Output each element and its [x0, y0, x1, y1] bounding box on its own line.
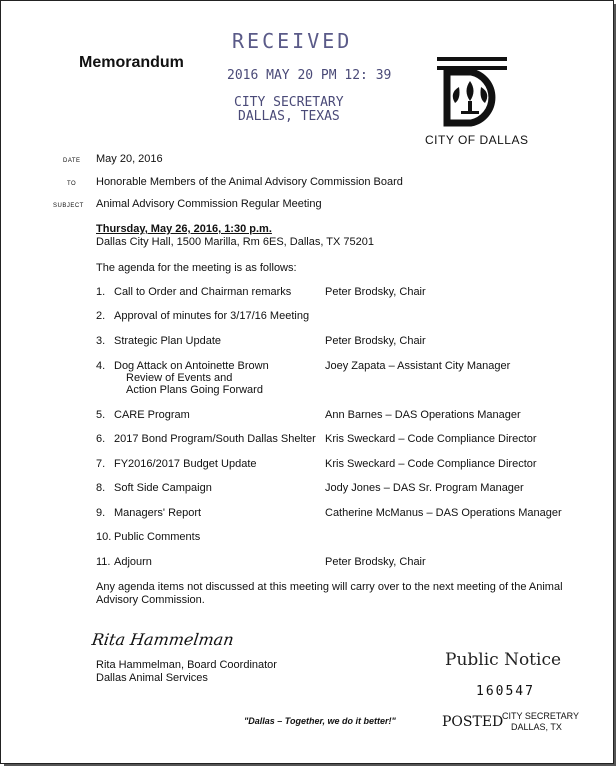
meeting-datetime: Thursday, May 26, 2016, 1:30 p.m. [96, 223, 272, 235]
agenda-item-number: 3. [96, 335, 106, 347]
agenda-item-title: Public Comments [114, 531, 201, 543]
signatory-name: Rita Hammelman, Board Coordinator [96, 659, 277, 671]
closing-note-line: Any agenda items not discussed at this meeting will carry over to the next meeting of the Animal [96, 581, 563, 593]
agenda-item-number: 10. [96, 531, 112, 543]
city-of-dallas-logo [437, 57, 507, 127]
memo-title: Memorandum [79, 54, 184, 71]
agenda-item-title: Approval of minutes for 3/17/16 Meeting [114, 310, 310, 322]
agenda-item-number: 11. [96, 556, 111, 568]
agenda-item-presenter: Joey Zapata – Assistant City Manager [325, 360, 511, 372]
agenda-item-title: Managers' Report [114, 507, 202, 519]
posted-location: DALLAS, TX [511, 722, 562, 732]
agenda-item-subtitle: Action Plans Going Forward [126, 384, 263, 396]
signatory-org: Dallas Animal Services [96, 672, 208, 684]
agenda-item-title: Dog Attack on Antoinette Brown [114, 360, 269, 372]
agenda-item-title: Adjourn [114, 556, 152, 568]
received-stamp-office: CITY SECRETARY [234, 95, 344, 110]
to-value: Honorable Members of the Animal Advisory Commission Board [96, 176, 403, 188]
agenda-item-title: 2017 Bond Program/South Dallas Shelter [114, 433, 316, 445]
agenda-item-number: 2. [96, 310, 106, 322]
agenda-item-title: Soft Side Campaign [114, 482, 212, 494]
notice-number: 160547 [476, 684, 535, 699]
agenda-item-subtitle: Review of Events and [126, 372, 233, 384]
agenda-item-number: 6. [96, 433, 106, 445]
city-of-dallas-label: CITY OF DALLAS [425, 133, 529, 147]
meeting-location: Dallas City Hall, 1500 Marilla, Rm 6ES, Dallas, TX 75201 [96, 236, 374, 248]
handwritten-signature: Rita Hammelman [90, 630, 235, 649]
agenda-item-number: 4. [96, 360, 106, 372]
agenda-item-presenter: Catherine McManus – DAS Operations Manager [325, 507, 562, 519]
agenda-item-presenter: Jody Jones – DAS Sr. Program Manager [325, 482, 524, 494]
agenda-item-title: Strategic Plan Update [114, 335, 222, 347]
city-tagline: "Dallas – Together, we do it better!" [244, 716, 396, 726]
subject-value: Animal Advisory Commission Regular Meeting [96, 198, 322, 210]
closing-note-line: Advisory Commission. [96, 594, 205, 606]
received-stamp: RECEIVED [232, 29, 353, 53]
agenda-item-presenter: Kris Sweckard – Code Compliance Director [325, 433, 537, 445]
date-value: May 20, 2016 [96, 153, 163, 165]
agenda-item-title: CARE Program [114, 409, 190, 421]
agenda-item-presenter: Kris Sweckard – Code Compliance Director [325, 458, 537, 470]
agenda-item-number: 5. [96, 409, 106, 421]
agenda-item-number: 8. [96, 482, 106, 494]
received-stamp-location: DALLAS, TEXAS [238, 109, 340, 124]
agenda-item-presenter: Ann Barnes – DAS Operations Manager [325, 409, 521, 421]
date-label: DATE [63, 158, 81, 164]
agenda-item-number: 9. [96, 507, 106, 519]
posted-office: CITY SECRETARY [502, 711, 580, 721]
public-notice-stamp: Public Notice [445, 650, 562, 670]
received-stamp-datetime: 2016 MAY 20 PM 12: 39 [227, 68, 392, 83]
agenda-item-number: 1. [96, 286, 106, 298]
agenda-item-number: 7. [96, 458, 106, 470]
agenda-item-presenter: Peter Brodsky, Chair [325, 556, 426, 568]
agenda-intro: The agenda for the meeting is as follows: [96, 262, 297, 274]
posted-stamp: POSTED [442, 714, 504, 730]
to-label: TO [67, 181, 77, 187]
agenda-item-title: Call to Order and Chairman remarks [114, 286, 292, 298]
subject-label: SUBJECT [53, 203, 84, 209]
agenda-item-presenter: Peter Brodsky, Chair [325, 286, 426, 298]
agenda-item-title: FY2016/2017 Budget Update [114, 458, 257, 470]
agenda-item-presenter: Peter Brodsky, Chair [325, 335, 426, 347]
